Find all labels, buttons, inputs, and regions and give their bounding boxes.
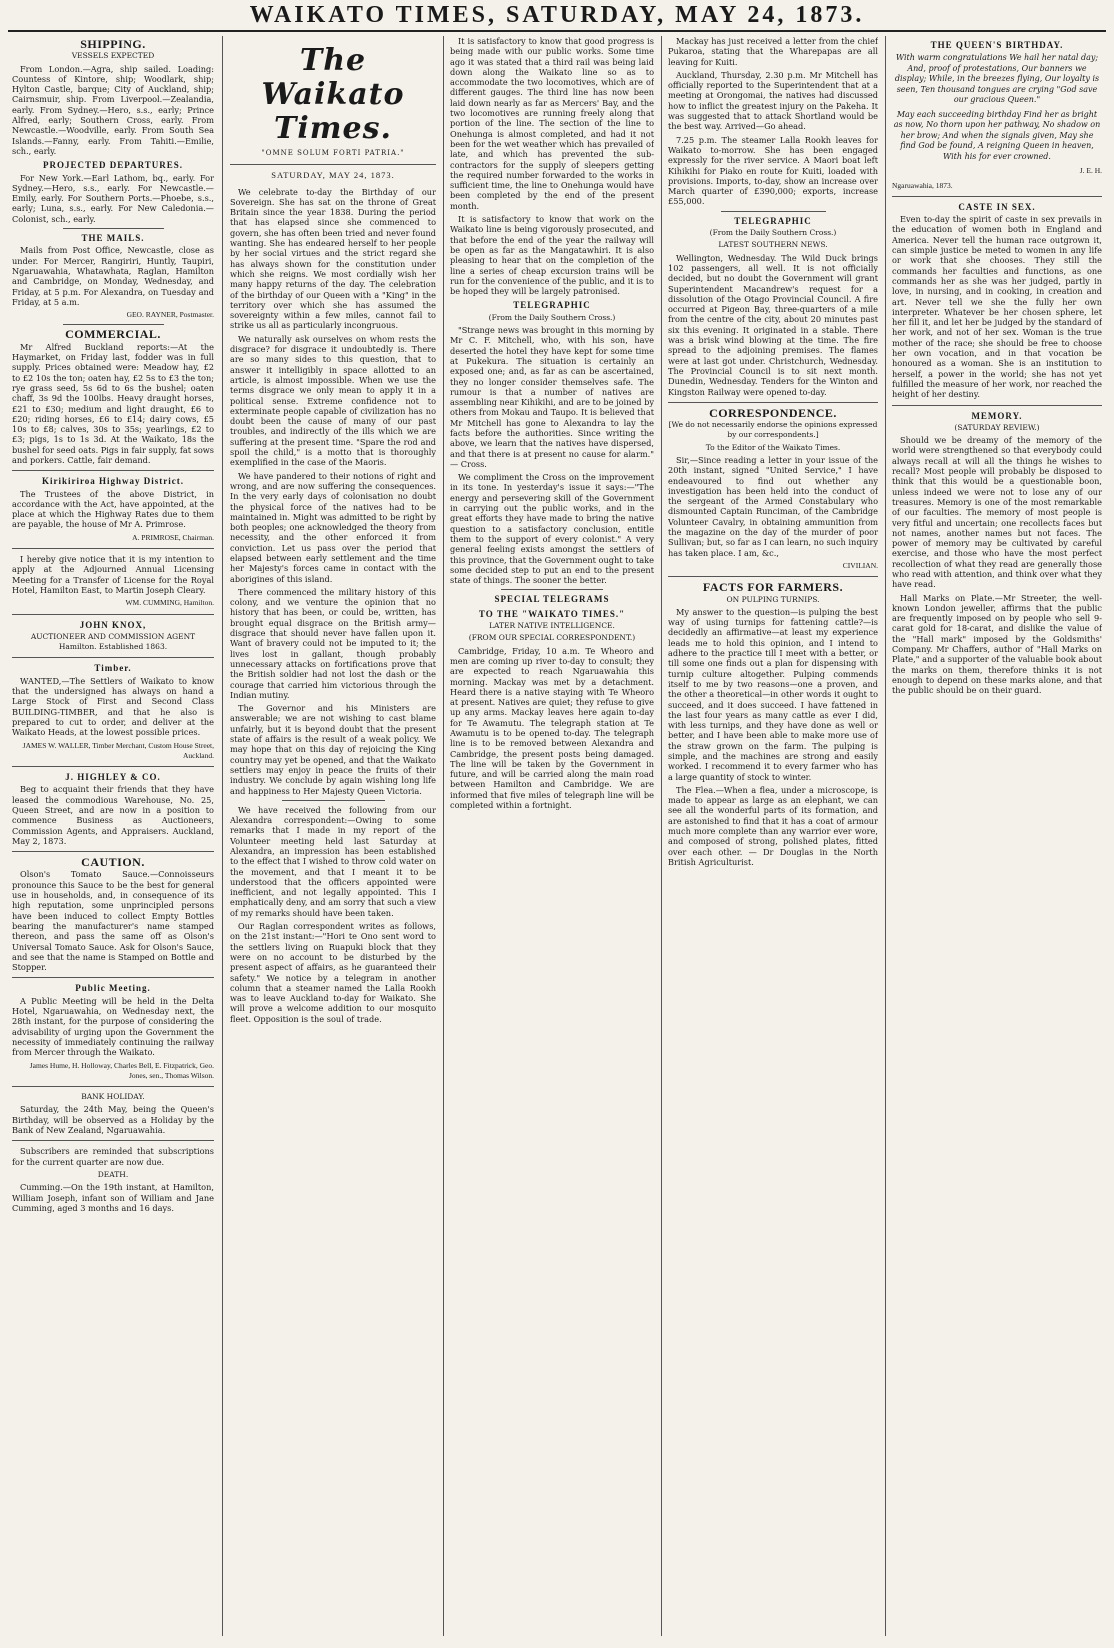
timber-signature: JAMES W. WALLER, Timber Merchant, Custom House Street, Auckland. bbox=[22, 740, 214, 760]
column-divider bbox=[222, 36, 223, 1636]
poem-stanza: With warm congratulations We hail her natal day; And, proof of protestations, Our banners we display; While, in the breezes flying, Our loyalty is seen, Ten thousand tongues are crying "God save our gracious Queen." bbox=[894, 53, 1100, 105]
caste-heading: CASTE IN SEX. bbox=[958, 201, 1036, 212]
facts-text: The Flea.—When a flea, under a microscope, is made to appear as large as an elephant, we can see all the wonderful parts of its formation, and are astonished to find that it has a coat of armour much more complete than any warrior ever wore, and composed of strong, polished plates, fitted over each other. — Dr Douglas in the North British Agriculturist. bbox=[668, 784, 878, 867]
knox-heading: JOHN KNOX, bbox=[79, 619, 147, 630]
mails-text: Mails from Post Office, Newcastle, close as under. For Mercer, Rangiriri, Huntly, Taupiri, Ngaruawahia, Whatawhata, Raglan, Hamilton and Cambridge, on Monday, Wednesday, and Friday, at 5 p.m. For Alexandra, on Tuesday and Friday, at 5 a.m. bbox=[12, 245, 214, 307]
leader-paragraph: We celebrate to-day the Birthday of our Sovereign. She has sat on the throne of Great Britain since the year 1838. During the period that has elapsed since she commenced to govern, she has often been tried and never found wanting. She has endeared herself to her people by her social virtues and the strict regard she has always shown for the constitution under which she reigns. We most cordially wish her many happy returns of the day. The celebration of the birthday of our Queen with a "King" in the territory over which she has assumed the sovereignty within a few miles, cannot fail to strike us all as particularly incongruous. bbox=[230, 186, 436, 331]
telegraphic-heading: TELEGRAPHIC bbox=[513, 300, 591, 311]
column-4 bbox=[668, 36, 878, 1638]
news-paragraph: Our Raglan correspondent writes as follows, on the 21st instant:—"Hori te Ono sent word to the settlers living on Ruapuki block that they were on no account to be disturbed by the present aspect of affairs, as he guaranteed their safety." We notice by a telegram in another column that a steamer named the Lalla Rookh was to leave Auckland to-day for Waikato. She will prove a welcome addition to our mosquito fleet. Opposition is the soul of trade. bbox=[230, 921, 436, 1024]
commercial-text: Mr Alfred Buckland reports:—At the Haymarket, on Friday last, fodder was in full supply. Prices obtained were: Meadow hay, £2 to £2 10s the ton; oaten hay, £2 5s to £3 the ton; rye grass seed, 5s 6d to 6s the bushel; oaten chaff, 3s 9d the 100lbs. Heavy draught horses, £21 to £30; medium and light draught, £6 to £20; riding horses, £6 to £14; dairy cows, £5 10s to £8; calves, 30s to 35s; yearlings, £2 to £3; pigs, 1s to 1s 3d. At the Waikato, 18s the bushel for seed oats. Pigs in fair supply, fat sows and porkers. Cattle, fair demand. bbox=[12, 341, 214, 465]
facts-heading: FACTS FOR FARMERS. bbox=[702, 580, 844, 595]
commercial-heading: COMMERCIAL. bbox=[65, 327, 161, 342]
highway-text: The Trustees of the above District, in accordance with the Act, have appointed, at the place at which the Highway Rates due to them are payable, the house of Mr A. Primrose. bbox=[12, 488, 214, 530]
vessels-text: From London.—Agra, ship sailed. Loading: Countess of Kintore, ship; Woodlark, ship; Hylton Castle, barque; City of Auckland, ship; Cairnsmuir, ship. From Liverpool.—Zealandia, early. From Sydney.—Hero, s.s., early; Prince Alfred, early; Southern Cross, early. From Newcastle.—Woodville, early. From South Sea Islands.—Fanny, early. From Tahiti.—Emilie, sch., early. bbox=[12, 63, 214, 156]
correspondence-signature: CIVILIAN. bbox=[842, 560, 878, 570]
telegraphic-heading: TELEGRAPHIC bbox=[734, 215, 812, 226]
caste-text: Even to-day the spirit of caste in sex prevails in the education of women both in England and America. Never tell the human race outgrown it, can simple justice be meted to women in any life or work that she chooses. They still the commands her faculties and functions, as one commands her as she was her judged, partly in love, in nursing, and in cooking, in creation and art. Never tell we she the fully her own interpreter. Whatever be her chosen sphere, let her fill it, and let her be judged by the standard of her work, and not of her sex. Woman is the true mother of the race; she should be free to choose her own vocation, and in that vocation be honoured as a woman. She is an institution to herself, a power in the world; she has not yet fulfilled the measure of her work, nor reached the height of her destiny. bbox=[892, 214, 1102, 400]
licence-signature: WM. CUMMING, Hamilton. bbox=[125, 598, 214, 608]
poem-stanza: May each succeeding birthday Find her as bright as now, No thorn upon her pathway, No shadow on her brow; And when the signals given, May she find God be found, A reigning Queen in heaven, With his for ever crowned. bbox=[893, 109, 1101, 161]
meeting-text: A Public Meeting will be held in the Delta Hotel, Ngaruawahia, on Wednesday next, the 28th instant, for the purpose of considering the advisability of urging upon the Government the necessity of immediately continuing the railway from Mercer through the Waikato. bbox=[12, 995, 214, 1058]
highway-heading: Kirikiriroa Highway District. bbox=[41, 476, 185, 487]
column-2 bbox=[230, 36, 436, 1638]
divider bbox=[63, 324, 164, 325]
divider bbox=[12, 614, 214, 615]
divider bbox=[282, 800, 385, 801]
leader-paragraph: There commenced the military history of this colony, and we venture the opinion that no history that has been, or could be, written, has brought equal disgrace on the British army—disgrace that should never have fallen upon it. Want of bravery could not be imputed to it; the lives lost in gallant, though probably unnecessary attacks on fortifications prove that the British soldier had not lost the dash or the courage that carried him victorious through the Indian mutiny. bbox=[230, 586, 436, 700]
column-3 bbox=[450, 36, 654, 1638]
telegraphic-text: Wellington, Wednesday. The Wild Duck brings 102 passengers, all well. It is not officially decided, but no doubt the Government will grant Superintendent Macandrew's request for a dissolution of the Otago Provincial Council. A fire occurred at Pigeon Bay, three-quarters of a mile from the centre of the city, about 20 minutes past six this evening. It originated in a stable. There was a brisk wind blowing at the time. The fire spread to the adjoining premises. The flames were at last got under. Christchurch, Wednesday. The Provincial Council is to sit next month. Dunedin, Wednesday. Tenders for the Winton and Kingston Railway were opened to-day. bbox=[668, 252, 878, 397]
caution-heading: CAUTION. bbox=[81, 855, 145, 870]
correspondence-disclaimer: [We do not necessarily endorse the opinions expressed by our correspondents.] bbox=[668, 420, 878, 440]
divider bbox=[12, 657, 214, 658]
memory-source: (SATURDAY REVIEW.) bbox=[954, 422, 1040, 432]
divider bbox=[12, 766, 214, 767]
telegraphic-source: (From the Daily Southern Cross.) bbox=[488, 312, 616, 322]
divider bbox=[12, 1086, 214, 1087]
caution-text: Olson's Tomato Sauce.—Connoisseurs pronounce this Sauce to be the best for general use in households, and, in consequence of its high reputation, some unprincipled persons have been induced to collect Empty Bottles bearing the manufacturer's name stamped thereon, and pass the same off as Olson's Universal Tomato Sauce. Ask for Olson's Sauce, and see that the name is Stamped on Bottle and Stopper. bbox=[12, 869, 214, 973]
memory-heading: MEMORY. bbox=[971, 410, 1023, 421]
licence-text: I hereby give notice that it is my intention to apply at the Adjourned Annual Licensing Meeting for a Transfer of License for the Royal Hotel, Hamilton East, to Martin Joseph Cleary. bbox=[12, 554, 214, 595]
meeting-signatures: James Hume, H. Holloway, Charles Bell, E. Fitzpatrick, Geo. Jones, sen., Thomas Wilson. bbox=[29, 1060, 214, 1080]
departures-text: For New York.—Earl Lathom, bq., early. For Sydney.—Hero, s.s., early. For Newcastle.—Emily, early. For Southern Ports.—Phoebe, s.s., early; Luna, s.s., early. For New Caledonia.—Colonist, sch., early. bbox=[12, 172, 214, 224]
divider bbox=[12, 977, 214, 978]
holiday-heading: BANK HOLIDAY. bbox=[81, 1092, 145, 1102]
news-paragraph: We compliment the Cross on the improvement in its tone. In yesterday's issue it says:—"The energy and persevering skill of the Government in carrying out the public works, and in the great efforts they have made to bring the native question to a satisfactory conclusion, entitle them to the support of every colonist." A very general feeling exists amongst the settlers of this province, that the Government ought to take some decided step to put an end to the present state of things. The sooner the better. bbox=[450, 472, 654, 586]
news-paragraph: It is satisfactory to know that good progress is being made with our public works. Some time ago it was stated that a third rail was being laid down along the Waikato line so as to accommodate the two locomotives, which are of different gauges. The third line has now been laid down nearly as far as Mercers' Bay, and the two locomotives are running freely along that portion of the line. The section of the line to Onehunga is almost completed, and had it not been for the wet weather which has prevailed of late, and which has prevented the sub-contractors for the supply of sleepers getting the required number forwarded to the works in sufficient time, the line to Onehunga would have been completed by the end of the present month. bbox=[450, 36, 654, 211]
divider bbox=[501, 589, 603, 590]
divider bbox=[892, 405, 1102, 406]
masthead: WAIKATO TIMES, SATURDAY, MAY 24, 1873. bbox=[249, 2, 865, 28]
paper-title: The Waikato Times. bbox=[261, 43, 405, 146]
facts-text: My answer to the question—is pulping the best way of using turnips for fattening cattle?—is decidedly an affirmative—at least my experience leads me to hold this opinion, and I intend to adhere to the practice till I meet with a better, or till some one finds out a plan for dispensing with turnip culture altogether. Pulping commends itself to me by two reasons—one a proven, and the other a theoretical—in other words it ought to succeed, and it does succeed. I have fattened in the last four years as many cattle as ever I did, with less turnips, and they have done as well or better, and I have been able to make more use of the straw grown on the farm. The pulping is simple, and the machines are strong and easily worked. I recommend it to every farmer who has a large quantity of stock to winter. bbox=[668, 606, 878, 782]
news-paragraph: 7.25 p.m. The steamer Lalla Rookh leaves for Waikato to-morrow. She has been engaged expressly for the river service. A Maori boat left Kihikihi for Piako en route for Kuiti, loaded with provisions. Imports, to-day, show an increase over March quarter of £390,000; exports, increase £55,000. bbox=[668, 134, 878, 207]
shipping-heading: SHIPPING. bbox=[80, 37, 146, 51]
divider bbox=[668, 576, 878, 577]
memory-text: Should we be dreamy of the memory of the world were strengthened so that everybody could always recall at will all the things he wishes to recall? Most people will probably be disposed to think that this would be a questionable boon, unless indeed we were not to lose any of our treasures. Memory is one of the most remarkable of our faculties. The memory of most people is very fitful and uncertain; one recollects faces but not names, another names but not faces. The power of memory may be cultivated by careful exercise, and those who have the most perfect recollection of what they read are generally those who read with attention, and think over what they have read. bbox=[892, 435, 1102, 590]
masthead-rule bbox=[8, 30, 1106, 32]
leader-paragraph: The Governor and his Ministers are answerable; we are not wishing to cast blame unfairly, but it is beyond doubt that the present state of affairs is the result of a weak policy. We may hope that on this day of rejoicing the King country may yet be opened, and that the Waikato settlers may enjoy in peace the fruits of their industry. We conclude by again wishing long life and happiness to Her Majesty Queen Victoria. bbox=[230, 703, 436, 796]
divider bbox=[12, 470, 214, 471]
column-5 bbox=[892, 36, 1102, 1638]
departures-heading: PROJECTED DEPARTURES. bbox=[42, 160, 184, 171]
divider bbox=[12, 851, 214, 852]
poem-signature: J. E. H. bbox=[1079, 166, 1102, 176]
paper-motto: "OMNE SOLUM FORTI PATRIA." bbox=[261, 149, 405, 157]
divider bbox=[892, 196, 1102, 197]
divider bbox=[12, 548, 214, 549]
death-heading: DEATH. bbox=[97, 1169, 129, 1179]
timber-text: WANTED,—The Settlers of Waikato to know that the undersigned has always on hand a Large Stock of First and Second Class BUILDING-TIMBER, and that he also is prepared to cut to order, and deliver at the Waikato Heads, at the lowest possible prices. bbox=[12, 675, 214, 738]
news-paragraph: We have received the following from our Alexandra correspondent:—Owing to some remarks that I made in my report of the Volunteer meeting held last Saturday at Alexandra, an impression has been established to the effect that I wished to throw cold water on the movement, and that I meant it to be understood that the officers appointed were inefficient, and not legally appointed. This I emphatically deny, and am sorry that such a view of my remarks should have been taken. bbox=[230, 804, 436, 918]
telegraphic-source: (From the Daily Southern Cross.) bbox=[709, 228, 837, 238]
divider bbox=[12, 1140, 214, 1141]
native-intelligence-heading: LATER NATIVE INTELLIGENCE. bbox=[489, 621, 615, 631]
divider bbox=[668, 402, 878, 403]
column-1 bbox=[12, 36, 214, 1638]
correspondent-note: (FROM OUR SPECIAL CORRESPONDENT.) bbox=[468, 633, 636, 643]
subscriptions-text: Subscribers are reminded that subscriptions for the current quarter are now due. bbox=[12, 1146, 214, 1167]
column-divider bbox=[885, 36, 886, 1636]
telegraphic-text: "Strange news was brought in this morning by Mr C. F. Mitchell, who, with his son, have deserted the hotel they have kept for some time at Pukekura. The situation is certainly an exposed one; and, as far as can be ascertained, they no longer consider themselves safe. The rumour is that a number of natives are assembling near Kihikihi, and are to be joined by others from Mokau and Taupo. It is believed that Mr Mitchell has gone to Alexandra to lay the facts before the authorities. Since writing the above, we learn that the natives have dispersed, and that there is at present no cause for alarm." — Cross. bbox=[450, 325, 654, 469]
divider bbox=[721, 211, 826, 212]
news-paragraph: Auckland, Thursday, 2.30 p.m. Mr Mitchell has officially reported to the Superintendent that at a meeting at Orongomai, the natives had discussed how to inflict the greatest injury on the Pakeha. It was suggested that to attack Shortland would be the best way. Arrived—Go ahead. bbox=[668, 69, 878, 132]
mails-heading: THE MAILS. bbox=[81, 233, 145, 244]
poem-heading: THE QUEEN'S BIRTHDAY. bbox=[930, 40, 1064, 50]
southern-news-heading: LATEST SOUTHERN NEWS. bbox=[718, 240, 828, 250]
news-paragraph: Mackay has just received a letter from the chief Pukaroa, stating that the Wharepapas are all leaving for Kuiti. bbox=[668, 36, 878, 67]
highway-signature: A. PRIMROSE, Chairman. bbox=[132, 532, 214, 542]
divider bbox=[230, 164, 436, 165]
dateline: SATURDAY, MAY 24, 1873. bbox=[271, 170, 395, 181]
facts-subheading: ON PULPING TURNIPS. bbox=[726, 594, 820, 604]
holiday-text: Saturday, the 24th May, being the Queen's Birthday, will be observed as a Holiday by the Bank of New Zealand, Ngaruawahia. bbox=[12, 1104, 214, 1136]
special-telegrams-subheading: TO THE "WAIKATO TIMES." bbox=[478, 608, 626, 619]
meeting-heading: Public Meeting. bbox=[75, 983, 151, 994]
leader-paragraph: We naturally ask ourselves on whom rests the disgrace? for disgrace it undoubtedly is. There are so many sides to this question, that to answer it intelligibly in space allotted to an article, is almost impossible. When we use the terms disgrace we only mean to apply it in a political sense. Extreme confidence not to exterminate people capable of civilization has no doubt been the cause of many of our past troubles, and indirectly of the ills which we are suffering at the present time. "Spare the rod and spoil the child," is a motto that is thoroughly exemplified in the case of the Maoris. bbox=[230, 333, 436, 468]
highley-heading: J. HIGHLEY & CO. bbox=[65, 772, 161, 783]
timber-heading: Timber. bbox=[94, 663, 132, 674]
correspondence-heading: CORRESPONDENCE. bbox=[709, 405, 837, 420]
column-divider bbox=[443, 36, 444, 1636]
death-text: Cumming.—On the 19th instant, at Hamilton, William Joseph, infant son of William and Jane Cumming, aged 3 months and 16 days. bbox=[12, 1182, 214, 1213]
correspondence-text: Sir,—Since reading a letter in your issue of the 20th instant, signed "United Service," I have endeavoured to find out whether any investigation has been held into the conduct of the sergeant of the Armed Constabulary who dismounted Captain Runciman, of the Cambridge Volunteer Cavalry, in obtaining ammunition from the magazine on the day of the murder of poor Sullivan; but, so far as I can learn, no such inquiry has taken place. I am, &c., bbox=[668, 454, 878, 558]
news-paragraph: It is satisfactory to know that work on the Waikato line is being vigorously prosecuted, and that before the end of the year the railway will be open as far as the Mangatawhiri. It is also pleasing to hear that on the completion of the line a series of cheap excursion trains will be run for the convenience of the public, and it is to be hoped they will be largely patronised. bbox=[450, 214, 654, 297]
knox-text: AUCTIONEER AND COMMISSION AGENT Hamilton. Established 1863. bbox=[30, 631, 196, 652]
poem-place: Ngaruawahia, 1873. bbox=[892, 180, 953, 190]
leader-paragraph: We have pandered to their notions of right and wrong, and are now suffering the consequences. In the very early days of colonisation no doubt the physical force of the natives had to be maintained in. Might was admitted to be right by both peoples; one acknowledged the theory from necessity, and the other enforced it from conviction. Let us pass over the period that elapsed between early settlement and the time her Majesty's forces came in contact with the aborigines of this island. bbox=[230, 470, 436, 584]
special-telegrams-heading: SPECIAL TELEGRAMS bbox=[494, 594, 610, 605]
mails-signature: GEO. RAYNER, Postmaster. bbox=[126, 310, 214, 320]
poem bbox=[892, 53, 1102, 162]
memory-text: Hall Marks on Plate.—Mr Streeter, the well-known London jeweller, affirms that the public are frequently imposed on by people who sell 9-carat gold for 18-carat, and dislike the value of the "Hall mark" imposed by the Goldsmiths' Company. Mr Chaffers, author of "Hall Marks on Plate," and a supporter of the valuable book about the marks on them, therefore thinks it is not enough to depend on these marks alone, and that the public should be on their guard. bbox=[892, 592, 1102, 696]
special-telegrams-text: Cambridge, Friday, 10 a.m. Te Wheoro and men are coming up river to-day to consult; they are expected to reach Ngaruawahia this morning. Mackay was met by a detachment. Heard there is a native staying with Te Wheoro at present. Natives are quiet; they refuse to give up any arms. Mackay leaves here again to-day for Te Awamutu. The telegraph station at Te Awamutu is to be opened to-day. The telegraph line is to be removed between Alexandra and Cambridge, the present posts being damaged. The line will be taken by the Government in future, and will be carried along the main road between Hamilton and Cambridge. We are informed that five miles of telegraph line will be completed within a fortnight. bbox=[450, 645, 654, 811]
vessels-heading: VESSELS EXPECTED bbox=[71, 51, 155, 61]
highley-text: Beg to acquaint their friends that they have leased the commodious Warehouse, No. 25, Queen Street, and are now in a position to commence Business as Auctioneers, Commission Agents, and Appraisers. Auckland, May 2, 1873. bbox=[12, 784, 214, 846]
divider bbox=[63, 228, 164, 229]
correspondence-addressee: To the Editor of the Waikato Times. bbox=[705, 442, 841, 452]
column-divider bbox=[661, 36, 662, 1636]
